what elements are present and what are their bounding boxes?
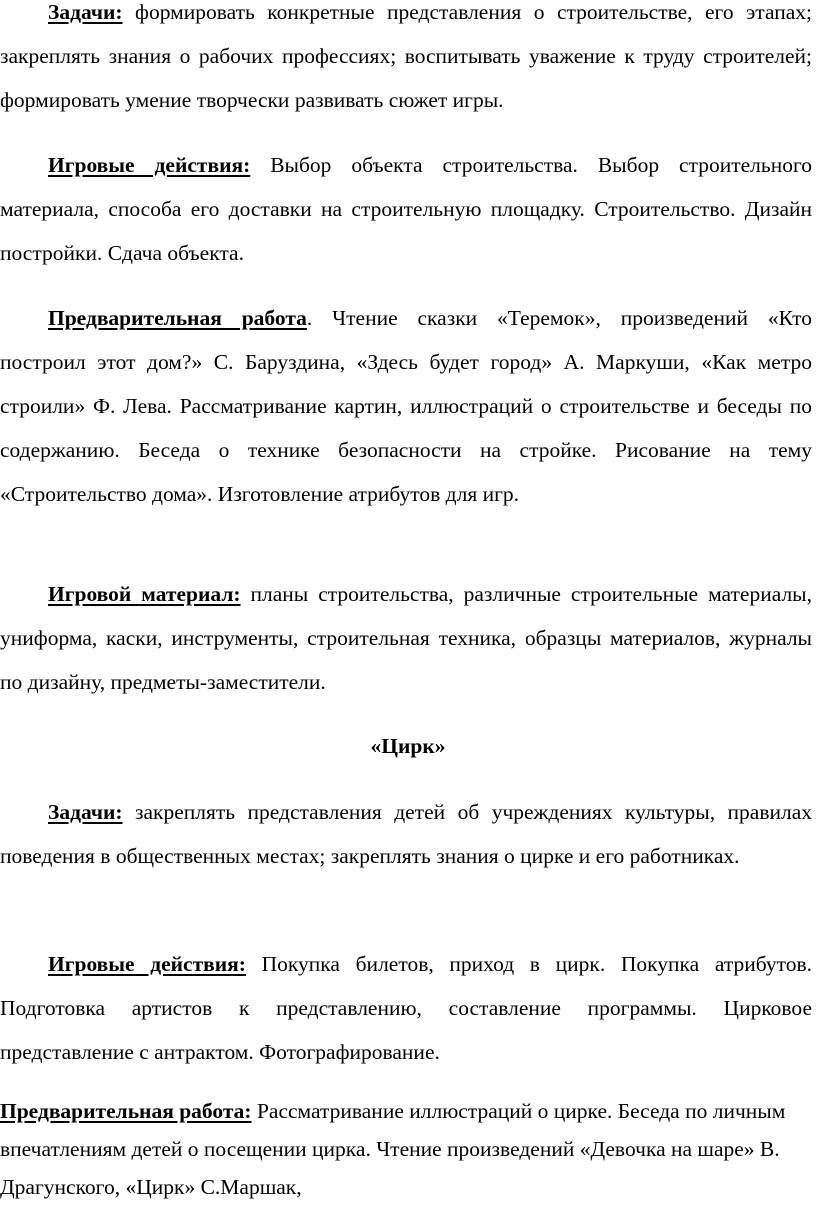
section-text: планы строительства, различные строительные материалы, униформа, каски, инструменты, строительная техника, образцы материалов, журналы по дизайну, предметы-заместители. [0,582,812,694]
section-text: . Чтение сказки «Теремок», произведений «Кто построил этот дом?» С. Баруздина, «Здесь будет город» А. Маркуши, «Как метро строили» Ф. Лева. Рассматривание картин, иллюстраций о строительстве и беседы по содержанию. Беседа о технике безопасности на стройке. Рисование на тему «Строительство дома». Изготовление атрибутов для игр. [0,306,812,506]
section-text: Выбор объекта строительства. Выбор строительного материала, способа его доставки на строительную площадку. Строительство. Дизайн постройки. Сдача объекта. [0,153,812,265]
section-label: Предварительная работа: [0,1099,252,1123]
construction-preparation-paragraph [0,296,812,516]
circus-heading: «Цирк» [370,734,446,758]
section-label: Предварительная работа [48,306,307,330]
section-label: Игровой материал: [48,582,241,606]
section-text: Покупка билетов, приход в цирк. Покупка атрибутов. Подготовка артистов к представлению, составление программы. Цирковое представление с антрактом. Фотографирование. [0,952,812,1064]
circus-preparation-paragraph [0,1092,812,1206]
construction-tasks-paragraph [0,0,812,122]
section-text: Рассматривание иллюстраций о цирке. Беседа по личным впечатлениям детей о посещении цирка. Чтение произведений «Девочка на шаре» В. Драгунского, «Цирк» С.Маршак, [0,1099,786,1199]
section-label: Игровые действия: [48,952,246,976]
construction-actions-paragraph [0,143,812,275]
construction-material-paragraph [0,572,812,704]
section-label: Задачи: [48,0,123,24]
section-label: Задачи: [48,800,123,824]
section-label: Игровые действия: [48,153,251,177]
section-text: закреплять представления детей об учреждениях культуры, правилах поведения в общественных местах; закреплять знания о цирке и его работниках. [0,800,812,868]
circus-actions-paragraph [0,942,812,1074]
circus-tasks-paragraph [0,790,812,878]
section-text: формировать конкретные представления о строительстве, его этапах; закреплять знания о рабочих профессиях; воспитывать уважение к труду строителей; формировать умение творчески развивать сюжет игры. [0,0,812,112]
